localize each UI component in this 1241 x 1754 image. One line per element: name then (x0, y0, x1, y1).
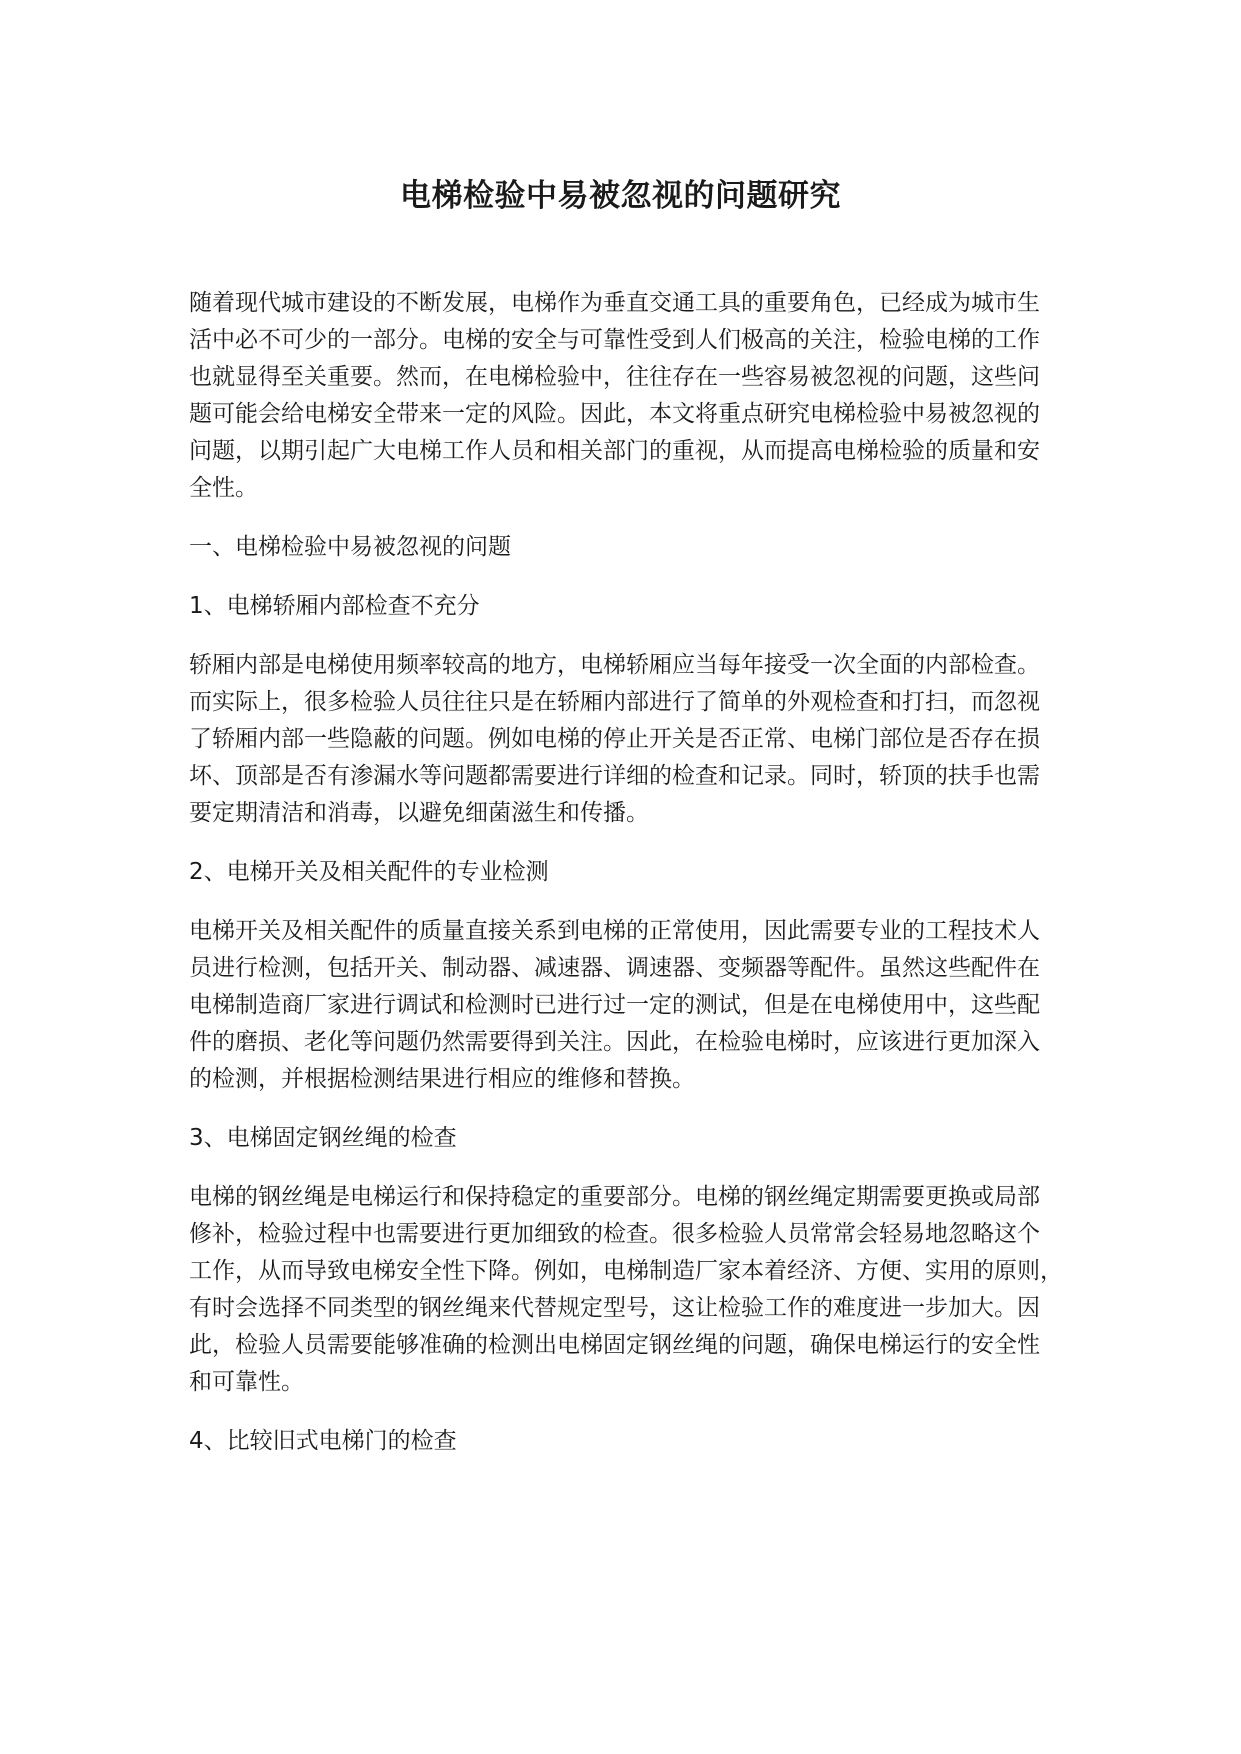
text-line: 也就显得至关重要。然而，在电梯检验中，往往存在一些容易被忽视的问题，这些问 (189, 364, 1040, 390)
text-line: 随着现代城市建设的不断发展，电梯作为垂直交通工具的重要角色，已经成为城市生 (189, 290, 1040, 316)
intro-paragraph (189, 285, 1049, 507)
text-line: 轿厢内部是电梯使用频率较高的地方，电梯轿厢应当每年接受一次全面的内部检查。 (189, 652, 1040, 678)
text-line: 电梯制造商厂家进行调试和检测时已进行过一定的测试，但是在电梯使用中，这些配 (189, 992, 1040, 1018)
text-line: 电梯的钢丝绳是电梯运行和保持稳定的重要部分。电梯的钢丝绳定期需要更换或局部 (189, 1184, 1040, 1210)
item-3-paragraph (189, 1179, 1063, 1401)
item-heading-2: 2、电梯开关及相关配件的专业检测 (189, 859, 549, 885)
item-heading-1: 1、电梯轿厢内部检查不充分 (189, 593, 480, 619)
item-heading-4: 4、比较旧式电梯门的检查 (189, 1428, 457, 1454)
text-line: 有时会选择不同类型的钢丝绳来代替规定型号，这让检验工作的难度进一步加大。因 (189, 1295, 1040, 1321)
text-line: 工作，从而导致电梯安全性下降。例如，电梯制造厂家本着经济、方便、实用的原则， (189, 1258, 1063, 1284)
text-line: 了轿厢内部一些隐蔽的问题。例如电梯的停止开关是否正常、电梯门部位是否存在损 (189, 726, 1040, 752)
text-line: 问题，以期引起广大电梯工作人员和相关部门的重视，从而提高电梯检验的质量和安 (189, 438, 1040, 464)
text-line: 电梯开关及相关配件的质量直接关系到电梯的正常使用，因此需要专业的工程技术人 (189, 918, 1040, 944)
text-line: 件的磨损、老化等问题仍然需要得到关注。因此，在检验电梯时，应该进行更加深入 (189, 1029, 1040, 1055)
item-2-paragraph (189, 913, 1049, 1098)
text-line: 全性。 (189, 475, 258, 501)
item-1-paragraph (189, 647, 1049, 832)
document-title: 电梯检验中易被忽视的问题研究 (400, 178, 841, 214)
document-body (189, 285, 1063, 1482)
text-line: 此，检验人员需要能够准确的检测出电梯固定钢丝绳的问题，确保电梯运行的安全性 (189, 1332, 1040, 1358)
text-line: 和可靠性。 (189, 1369, 304, 1395)
item-heading-3: 3、电梯固定钢丝绳的检查 (189, 1125, 457, 1151)
text-line: 修补，检验过程中也需要进行更加细致的检查。很多检验人员常常会轻易地忽略这个 (189, 1221, 1040, 1247)
text-line: 员进行检测，包括开关、制动器、减速器、调速器、变频器等配件。虽然这些配件在 (189, 955, 1040, 981)
text-line: 活中必不可少的一部分。电梯的安全与可靠性受到人们极高的关注，检验电梯的工作 (189, 327, 1040, 353)
section-heading: 一、电梯检验中易被忽视的问题 (189, 534, 511, 560)
text-line: 的检测，并根据检测结果进行相应的维修和替换。 (189, 1066, 695, 1092)
text-line: 题可能会给电梯安全带来一定的风险。因此，本文将重点研究电梯检验中易被忽视的 (189, 401, 1040, 427)
text-line: 要定期清洁和消毒，以避免细菌滋生和传播。 (189, 800, 649, 826)
text-line: 坏、顶部是否有渗漏水等问题都需要进行详细的检查和记录。同时，轿顶的扶手也需 (189, 763, 1040, 789)
text-line: 而实际上，很多检验人员往往只是在轿厢内部进行了简单的外观检查和打扫，而忽视 (189, 689, 1040, 715)
